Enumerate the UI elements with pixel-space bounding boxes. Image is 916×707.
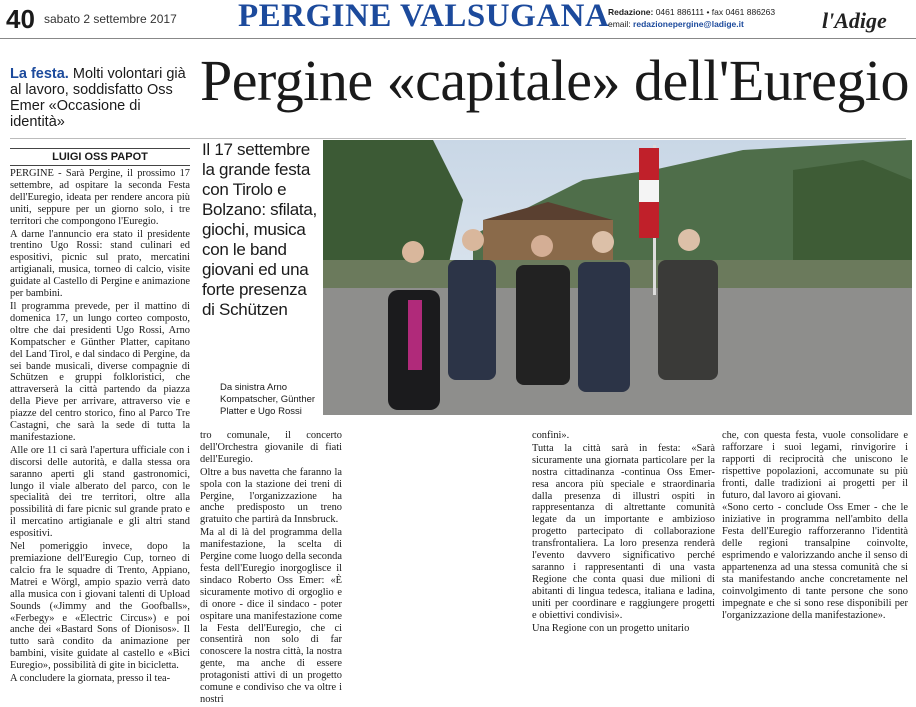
article-column-3 [532,430,715,635]
paragraph: tro comunale, il concerto dell'Orchestra giovanile di fiati dell'Euregio. [200,430,342,465]
page-number: 40 [6,4,35,34]
photo-caption: Da sinistra Arno Kompatscher, Günther Platter e Ugo Rossi [220,382,316,417]
article-column-1 [10,168,190,686]
issue-date: sabato 2 settembre 2017 [44,12,177,26]
paragraph: A concludere la giornata, presso il tea- [10,673,171,685]
photo-illustration [323,140,912,415]
kicker [10,66,190,130]
headline: Pergine «capitale» dell'Euregio [200,48,909,113]
kicker-text: Molti volontari già al lavoro, soddisfatto Oss Emer «Occasione di identità» [10,66,186,130]
contact-label-redazione: Redazione: [608,7,654,17]
article-photo [323,140,912,415]
header-rule [0,38,916,39]
contact-email-link[interactable]: redazionepergine@ladige.it [633,19,744,29]
article-column-4 [722,430,908,623]
newspaper-logo: l'Adige [822,8,887,33]
paragraph: Nel pomeriggio invece, dopo la premiazione dell'Euregio Cup, torneo di calcio fra le squadre di Trento, Appiano, Matrei e Wörgl, ampio spazio verrà dato alla musica con i giovani talenti di Upload Sounds («Jimmy and the Goofballs», «Ferbegy» e «Electric Circus») e poi anche dei «Bastard Sons of Dionisos». Il tutto sarà condito da animazione per bambini, visite guidate al castello e «Bici Euregio», possibilità di gite in bicicletta. [10,541,190,672]
subheadline: Il 17 settembre la grande festa con Tirolo e Bolzano: sfilata, giochi, musica con le band giovani ed una forte presenza di Schützen [202,140,317,319]
paragraph: Alle ore 11 ci sarà l'apertura ufficiale con i discorsi delle autorità, e dalla stessa ora saranno aperti gli stand gastronomici, lungo il viale alberato del parco, con le specialità dei tre territori, oltre alla possibilità di fare picnic sul grande prato e il mercatino artigianale e gli altri stand espositivi. [10,444,190,540]
headline-rule [10,138,906,139]
contact-info [608,6,775,30]
paragraph: che, con questa festa, vuole consolidare e rafforzare i suoi legami, rinvigorire i rapporti di reciprocità che uniscono le rispettive popolazioni, accomunate su più fronti, dalle tradizioni ai progetti per il futuro, dal lavoro ai giovani. [722,430,908,501]
paragraph: confini». [532,430,570,441]
byline: LUIGI OSS PAPOT [10,148,190,166]
article-column-2 [200,430,342,707]
paragraph: Oltre a bus navetta che faranno la spola con la stazione dei treni di Pergine, l'organizzazione ha anche predisposto un treno gratuito che partirà da Innsbruck. [200,466,342,526]
paragraph: PERGINE - Sarà Pergine, il prossimo 17 settembre, ad ospitare la seconda Festa dell'Euregio, ideata per rendere ancora più uniti, seppure per un giorno solo, i tre territori che compongono l'Euregio. [10,168,190,227]
contact-phone: 0461 886111 • fax 0461 886263 [653,7,776,17]
paragraph: A darne l'annuncio era stato il presidente trentino Ugo Rossi: stand culinari ed espositivi, picnic sul prato, mercatini artigianali, musica, torneo di calcio, visite guidate al Castello di Pergine e animazione per bambini. [10,228,190,300]
contact-label-email: email: [608,19,634,29]
paragraph: Tutta la città sarà in festa: «Sarà sicuramente una giornata particolare per la nostra cittadinanza -continua Oss Emer- resa ancora più speciale e straordinaria dalla presenza di illustri ospiti in rappresentanza di altrettante comunità legate da un importante e ambizioso progetto partecipato di collaborazione transfrontaliera. La loro presenza renderà l'evento davvero significativo perché saranno i rappresentanti di una vasta Regione che conta quasi due milioni di abitanti di lingua tedesca, italiana e ladina, uniti per coordinare e raggiungere progetti e obiettivi condivisi». [532,442,715,621]
section-title: PERGINE VALSUGANA [238,0,610,34]
paragraph: Una Regione con un progetto unitario [532,622,690,634]
paragraph: Ma al di là del programma della manifestazione, la scelta di Pergine come luogo della seconda festa dell'Euregio inorgoglisce il sindaco Roberto Oss Emer: «È sicuramente motivo di orgoglio e di onore - dice il sindaco - poter ospitare una manifestazione come la Festa dell'Euregio, che ci consentirà non solo di far conoscere la nostra città, la nostra gente, ma anche di essere protagonisti attivi di un progetto comune e condiviso che va oltre i nostri [200,527,342,705]
paragraph: «Sono certo - conclude Oss Emer - che le iniziative in programma nell'ambito della Festa dell'Euregio rafforzeranno l'identità delle regioni transalpine coinvolte, esprimendo e valorizzando anche il senso di appartenenza ad una stessa comunità che si sta manifestando anche concretamente nel coinvolgimento di tante persone che sono impegnate e che si sono rese disponibili per l'organizzazione della manifestazione». [722,502,908,621]
kicker-label: La festa. [10,66,69,82]
paragraph: Il programma prevede, per il mattino di domenica 17, un lungo corteo composto, oltre che dai presidenti Ugo Rossi, Arno Kompatscher e Günther Platter, capitano del Land Tirol, e dal sindaco di Pergine, da sei bande musicali, diverse compagnie di Schützen e gruppi folkloristici, che attraverserà la città partendo da piazza della Pieve per arrivare, attraverso vie e piazze del centro storico, fino al Parco Tre Castagni, che sarà la sede di tutta la manifestazione. [10,300,190,443]
